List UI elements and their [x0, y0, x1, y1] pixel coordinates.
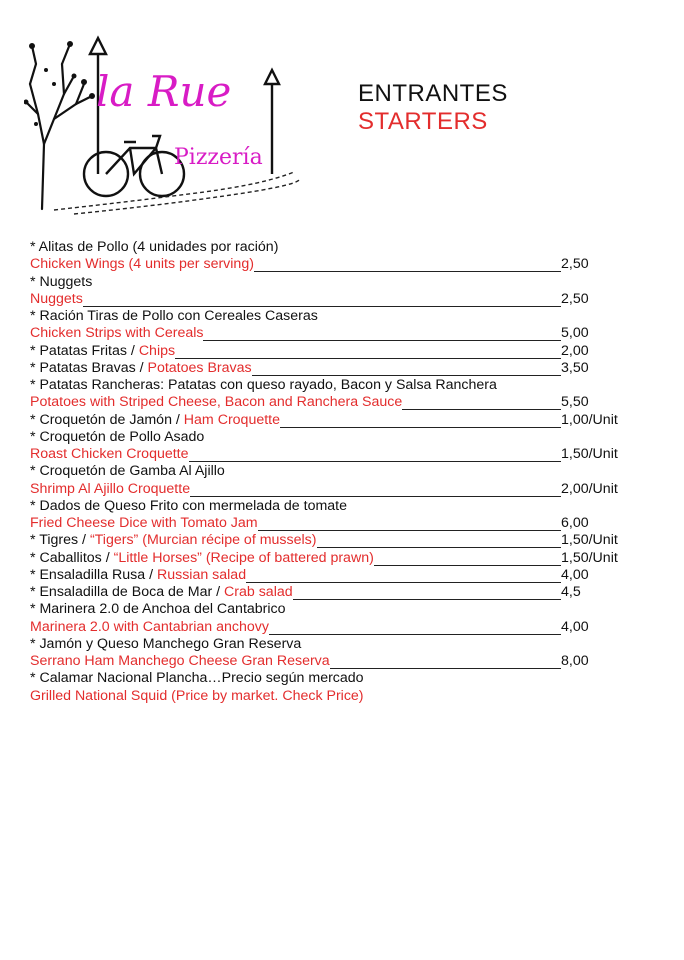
menu-line [30, 670, 630, 687]
menu-item-text: * Patatas Rancheras: Patatas con queso rayado, Bacon y Salsa Ranchera [30, 377, 497, 393]
menu-item-text: Potatoes with Striped Cheese, Bacon and Ranchera Sauce [30, 394, 403, 411]
leader-rule [254, 271, 561, 272]
menu-item-translation: “Tigers” (Murcian récipe of mussels) [89, 532, 317, 549]
menu-line [30, 274, 630, 291]
menu-line [30, 394, 630, 411]
leader-rule [252, 375, 561, 376]
menu-line [30, 688, 630, 705]
menu-item-translation: Crab salad [224, 584, 293, 600]
leader-rule [293, 599, 561, 600]
menu-line [30, 532, 630, 549]
pizzeria-logo [24, 24, 304, 224]
menu-item-translation: Chips [138, 342, 176, 359]
leader-rule [402, 409, 561, 410]
menu-line [30, 308, 630, 325]
menu-line [30, 498, 630, 515]
menu-line [30, 636, 630, 653]
menu-item-price: 1,00/Unit [561, 411, 618, 428]
menu-item-text: Nuggets [30, 290, 83, 307]
menu-line [30, 325, 630, 342]
menu-item-translation: Russian salad [156, 566, 247, 583]
menu-item-text: Chicken Wings (4 units per serving) [30, 256, 254, 273]
menu-item-price: 6,00 [561, 515, 589, 531]
menu-item-text: Marinera 2.0 with Cantabrian anchovy [30, 618, 269, 635]
menu-item-price: 2,00 [561, 342, 589, 359]
menu-item-text: Shrimp Al Ajillo Croquette [30, 480, 191, 497]
menu-item-text: * Ración Tiras de Pollo con Cereales Caseras [30, 308, 318, 324]
section-heading [358, 80, 508, 136]
menu-item-price: 4,00 [561, 566, 589, 583]
menu-item-price: 1,50/Unit [561, 549, 618, 566]
menu-line [30, 291, 630, 308]
menu-item-text: Serrano Ham Manchego Cheese Gran Reserva [30, 653, 330, 669]
menu-line [30, 239, 630, 256]
leader-rule [83, 306, 561, 307]
menu-item-price: 5,00 [561, 325, 589, 342]
leader-rule [190, 496, 561, 497]
menu-item-price: 2,50 [561, 256, 589, 273]
leader-rule [203, 340, 561, 341]
menu-line [30, 653, 630, 670]
menu-line [30, 567, 630, 584]
menu-line [30, 412, 630, 429]
menu-line [30, 360, 630, 377]
menu-item-price: 1,50/Unit [561, 532, 618, 549]
starters-menu [30, 239, 630, 705]
menu-line [30, 601, 630, 618]
leader-rule [330, 668, 561, 669]
menu-item-price: 4,5 [561, 584, 581, 600]
menu-item-price: 2,50 [561, 290, 589, 307]
menu-item-text: Chicken Strips with Cereals [30, 325, 204, 342]
menu-item-price: 8,00 [561, 653, 589, 669]
menu-item-text: * Croquetón de Gamba Al Ajillo [30, 463, 225, 480]
menu-item-text: * Tigres / [30, 532, 90, 549]
menu-item-text: * Croquetón de Pollo Asado [30, 428, 205, 445]
menu-line [30, 550, 630, 567]
menu-item-text: * Marinera 2.0 de Anchoa del Cantabrico [30, 601, 286, 618]
menu-line [30, 515, 630, 532]
menu-line [30, 463, 630, 480]
menu-item-text: * Croquetón de Jamón / [30, 411, 184, 428]
menu-item-text: * Dados de Queso Frito con mermelada de tomate [30, 497, 348, 514]
menu-item-text: * Ensaladilla Rusa / [30, 566, 157, 583]
leader-rule [269, 634, 561, 635]
brand-subtitle: Pizzería [174, 145, 263, 170]
menu-item-text: Fried Cheese Dice with Tomato Jam [30, 515, 258, 531]
title-english: STARTERS [358, 108, 488, 135]
title-spanish: ENTRANTES [358, 80, 508, 107]
menu-item-text: * Patatas Fritas / [30, 342, 139, 359]
menu-item-price: 3,50 [561, 359, 589, 376]
menu-line [30, 256, 630, 273]
menu-item-price: 4,00 [561, 618, 589, 635]
menu-item-text: Grilled National Squid (Price by market. Check Price) [30, 687, 364, 704]
menu-item-text: * Caballitos / [30, 549, 114, 566]
menu-item-translation: “Little Horses” (Recipe of battered prawn) [113, 549, 374, 566]
menu-line [30, 429, 630, 446]
leader-rule [189, 461, 561, 462]
leader-rule [374, 565, 561, 566]
menu-item-text: * Ensaladilla de Boca de Mar / [30, 584, 225, 600]
menu-line [30, 446, 630, 463]
leader-rule [258, 530, 561, 531]
leader-rule [175, 358, 561, 359]
menu-item-text: * Calamar Nacional Plancha…Precio según mercado [30, 670, 364, 687]
menu-item-price: 1,50/Unit [561, 446, 618, 462]
menu-line [30, 481, 630, 498]
menu-item-translation: Ham Croquette [183, 411, 280, 428]
leader-rule [317, 547, 561, 548]
menu-item-price: 2,00/Unit [561, 480, 618, 497]
menu-line [30, 584, 630, 601]
menu-line [30, 343, 630, 360]
menu-item-text: * Jamón y Queso Manchego Gran Reserva [30, 635, 302, 652]
menu-item-price: 5,50 [561, 394, 589, 411]
menu-item-text: * Patatas Bravas / [30, 359, 148, 376]
menu-line [30, 619, 630, 636]
menu-item-text: * Alitas de Pollo (4 unidades por ración) [30, 239, 279, 255]
menu-line [30, 377, 630, 394]
menu-item-text: * Nuggets [30, 273, 93, 290]
leader-rule [280, 427, 561, 428]
menu-item-translation: Potatoes Bravas [147, 359, 252, 376]
menu-item-text: Roast Chicken Croquette [30, 446, 189, 462]
brand-script: la Rue [96, 67, 232, 116]
leader-rule [246, 582, 561, 583]
